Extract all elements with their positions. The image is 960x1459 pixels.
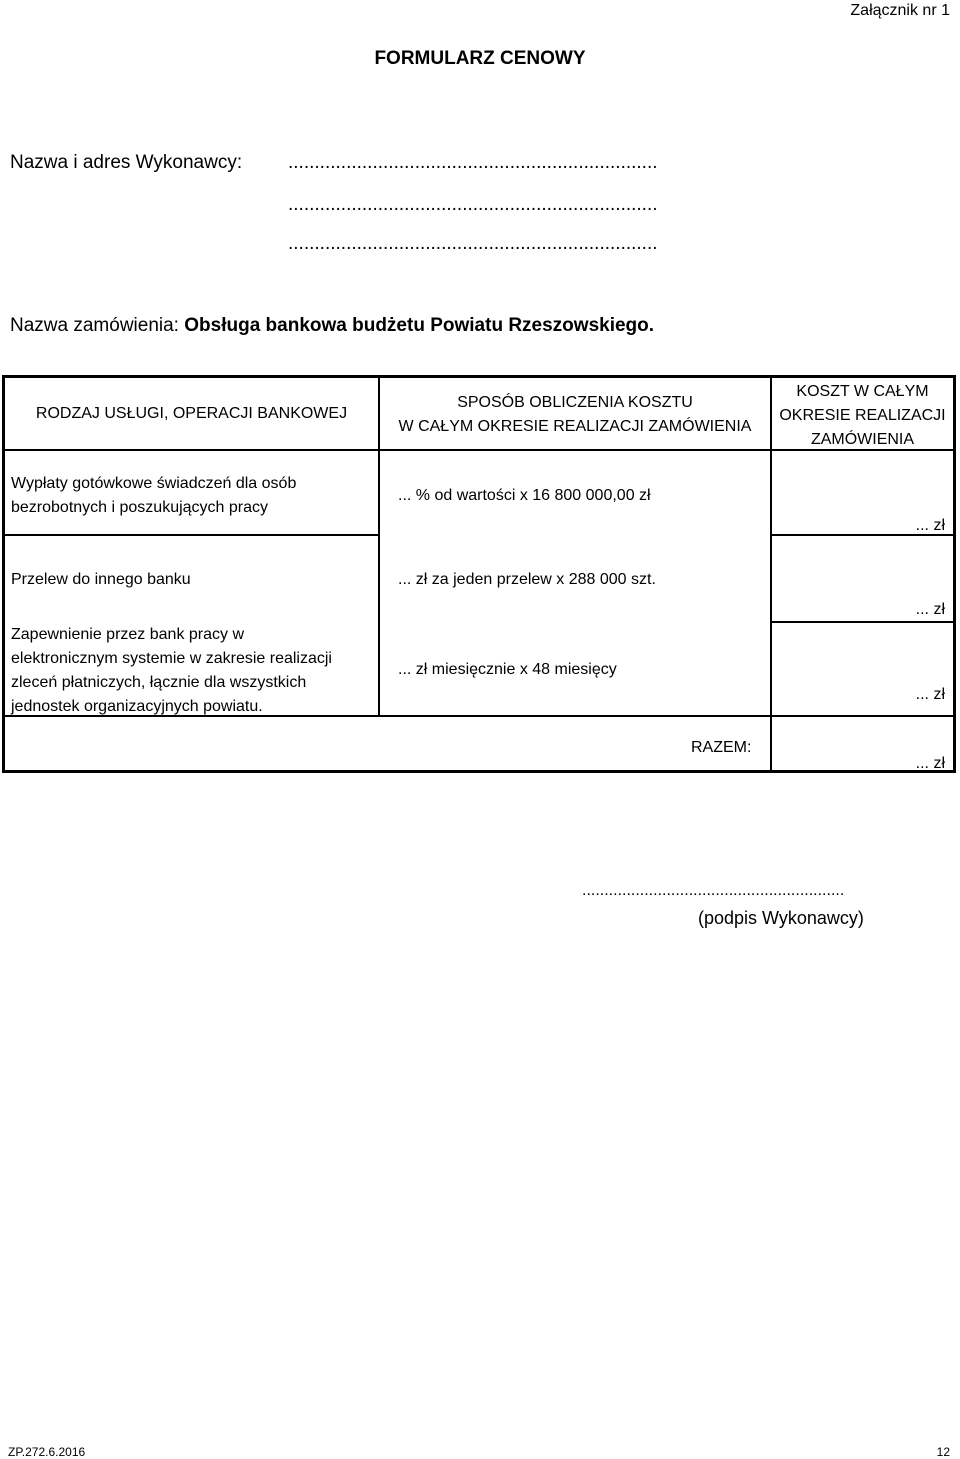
- annex-label: Załącznik nr 1: [850, 2, 950, 19]
- order-name: [10, 315, 654, 337]
- page-title: FORMULARZ CENOWY: [374, 48, 586, 69]
- service-line: Przelew do innego banku: [11, 571, 191, 588]
- order-value: Obsługa bankowa budżetu Powiatu Rzeszowskiego.: [184, 315, 655, 336]
- header-cost-line: OKRESIE REALIZACJI: [779, 407, 946, 424]
- header-method: [380, 391, 770, 439]
- service-line: Zapewnienie przez bank pracy w: [11, 626, 245, 643]
- service-line: zleceń płatniczych, łącznie dla wszystkich: [11, 674, 307, 691]
- signature-label: (podpis Wykonawcy): [698, 908, 864, 928]
- signature-dots[interactable]: ...........................................................: [582, 882, 845, 899]
- contractor-label: Nazwa i adres Wykonawcy:: [10, 152, 243, 173]
- row-method[interactable]: ... % od wartości x 16 800 000,00 zł: [398, 487, 651, 504]
- row-cost[interactable]: ... zł: [915, 601, 945, 618]
- row-cost[interactable]: ... zł: [915, 686, 945, 703]
- contractor-dots-3[interactable]: ......................................................................: [288, 233, 658, 254]
- header-cost-line: KOSZT W CAŁYM: [796, 383, 929, 400]
- row-method[interactable]: ... zł za jeden przelew x 288 000 szt.: [398, 571, 656, 588]
- table-divider: [5, 534, 378, 536]
- header-method-line: SPOSÓB OBLICZENIA KOSZTU: [457, 394, 693, 411]
- row-service: [11, 623, 332, 719]
- header-service: RODZAJ USŁUGI, OPERACJI BANKOWEJ: [35, 405, 348, 422]
- header-method-line: W CAŁYM OKRESIE REALIZACJI ZAMÓWIENIA: [398, 418, 752, 435]
- footer-ref: ZP.272.6.2016: [8, 1445, 86, 1459]
- row-cost[interactable]: ... zł: [915, 517, 945, 534]
- total-value[interactable]: ... zł: [915, 755, 945, 772]
- service-line: elektronicznym systemie w zakresie realizacji: [11, 650, 332, 667]
- price-table: [2, 375, 956, 773]
- row-service: [11, 568, 191, 592]
- header-cost-line: ZAMÓWIENIA: [810, 431, 915, 448]
- header-cost: [772, 380, 953, 452]
- service-line: Wypłaty gotówkowe świadczeń dla osób: [11, 475, 297, 492]
- row-method[interactable]: ... zł miesięcznie x 48 miesięcy: [398, 661, 617, 678]
- contractor-dots-1[interactable]: ......................................................................: [288, 152, 658, 173]
- page-number: 12: [936, 1445, 950, 1459]
- service-line: jednostek organizacyjnych powiatu.: [11, 698, 263, 715]
- service-line: bezrobotnych i poszukujących pracy: [11, 499, 269, 516]
- row-service: [11, 472, 296, 520]
- order-label: Nazwa zamówienia:: [10, 315, 179, 336]
- total-label: RAZEM:: [691, 739, 752, 756]
- contractor-dots-2[interactable]: ......................................................................: [288, 194, 658, 215]
